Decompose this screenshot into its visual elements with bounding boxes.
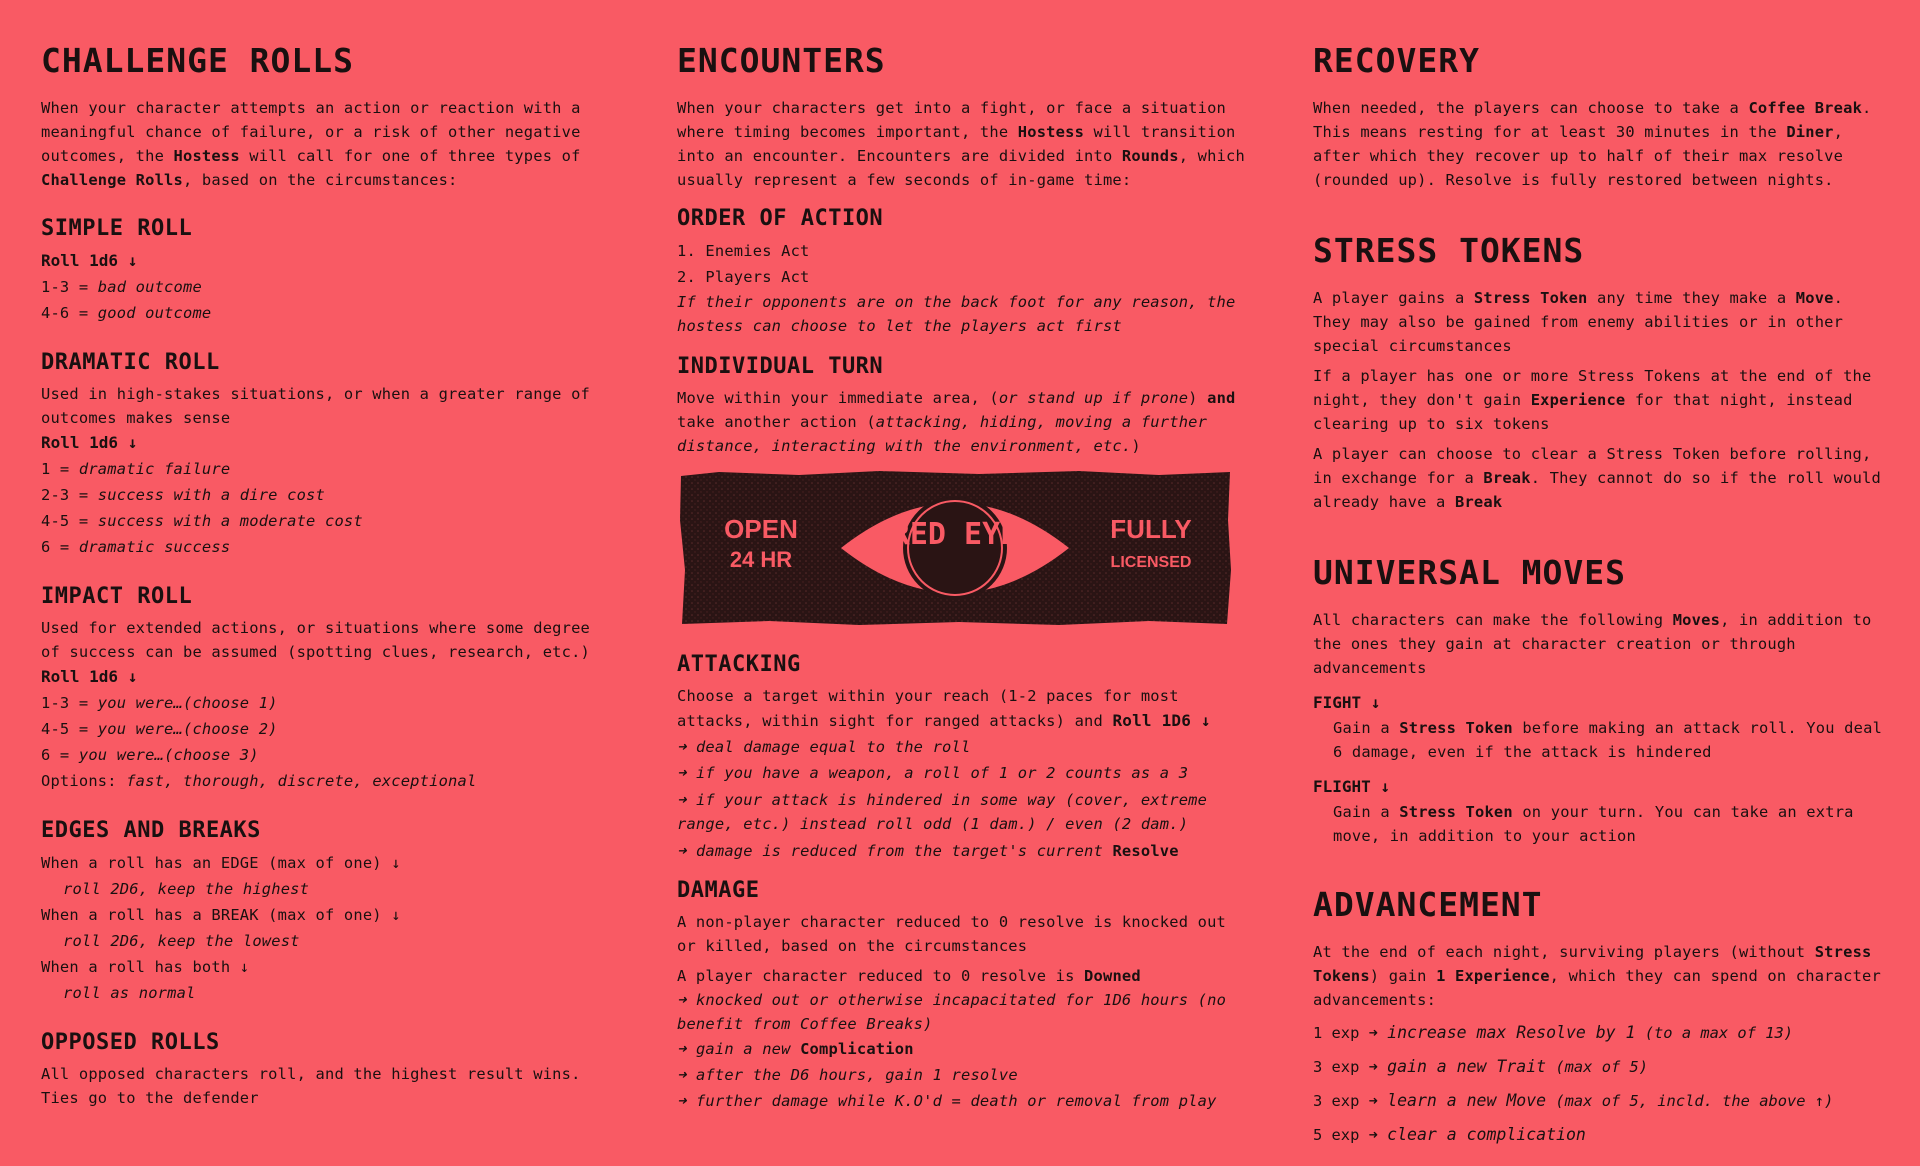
stress-text: If a player has one or more Stress Tokens at the end of the night, they don't gain <box>1313 367 1872 409</box>
stress-token-term: Stress Token <box>1399 803 1513 821</box>
stress-p3 <box>1313 442 1883 514</box>
arrow-icon: ➜ <box>677 738 696 756</box>
challenge-rolls-heading: CHALLENGE ROLLS <box>41 41 355 80</box>
damage-bullet <box>677 1088 1247 1114</box>
edges-breaks-heading: EDGES AND BREAKS <box>41 818 261 843</box>
fight-move-desc <box>1313 716 1883 764</box>
hostess-term: Hostess <box>173 147 240 165</box>
experience-term: 1 Experience <box>1436 967 1550 985</box>
move-term: Move <box>1795 289 1834 307</box>
bullet-text: after the D6 hours, gain 1 resolve <box>695 1066 1018 1084</box>
spacer <box>677 192 1247 204</box>
intro-text: will transition into an encounter. Encounters are divided into <box>677 123 1236 165</box>
spacer <box>677 338 1247 352</box>
turn-text: take another action ( <box>677 413 876 431</box>
fight-text: before making an attack roll. You deal 6 damage, even if the attack is hindered <box>1333 719 1883 761</box>
dramatic-roll-desc: Used in high-stakes situations, or when a greater range of outcomes makes sense <box>41 385 591 427</box>
advancement-option <box>1313 1084 1883 1118</box>
experience-term: Experience <box>1530 391 1626 409</box>
exp-cost: 3 exp ➜ <box>1313 1058 1388 1076</box>
outcome-key: 4-5 = <box>41 720 98 738</box>
damage-heading: DAMAGE <box>677 878 760 903</box>
attacking-desc <box>677 684 1247 734</box>
exp-cost: 5 exp ➜ <box>1313 1126 1388 1144</box>
attacking-bullet <box>677 788 1247 836</box>
spacer <box>41 1006 601 1028</box>
stress-token-term: Stress Token <box>1399 719 1513 737</box>
arrow-icon: ➜ <box>677 1092 696 1110</box>
outcome-row <box>41 534 601 560</box>
intro-text: When your characters get into a fight, or face a situation where timing becomes important, the <box>677 99 1227 141</box>
universal-text: , in addition to the ones they gain at character creation or through advancements <box>1313 611 1872 677</box>
individual-turn-desc <box>677 386 1247 458</box>
break-rule: When a roll has a BREAK (max of one) ↓ <box>41 906 401 924</box>
downed-term: Downed <box>1084 967 1141 985</box>
outcome-value: you were…(choose 1) <box>97 694 278 712</box>
options-value: fast, thorough, discrete, exceptional <box>126 772 477 790</box>
impact-roll-heading: IMPACT ROLL <box>41 584 193 609</box>
attacking-bullet <box>677 734 1247 760</box>
edge-rule-detail: roll 2D6, keep the highest <box>63 880 310 898</box>
outcome-key: 6 = <box>41 746 79 764</box>
outcome-row <box>41 716 601 742</box>
turn-text: ) <box>1188 389 1208 407</box>
outcome-value: dramatic success <box>78 538 231 556</box>
spacer <box>1313 680 1883 690</box>
encounters-section <box>677 40 1247 192</box>
column-left <box>41 40 601 1110</box>
advancement-note: (max of 5) <box>1546 1058 1649 1076</box>
flight-move-desc <box>1313 800 1883 848</box>
spacer <box>1313 192 1883 230</box>
turn-text-italic: or stand up if prone <box>998 389 1189 407</box>
turn-text-bold: and <box>1207 389 1236 407</box>
advancement-section <box>1313 884 1883 1152</box>
bullet-text: further damage while K.O'd = death or removal from play <box>695 1092 1217 1110</box>
bullet-text: knocked out or otherwise incapacitated for 1D6 hours (no benefit from Coffee Breaks) <box>677 991 1227 1033</box>
recovery-text: , after which they recover up to half of their max resolve (rounded up). Resolve is fully restored between nights. <box>1313 123 1844 189</box>
damage-section <box>677 876 1247 1114</box>
challenge-rolls-section <box>41 40 601 192</box>
outcome-key: 6 = <box>41 538 79 556</box>
turn-text: ) <box>1131 437 1141 455</box>
outcome-value: you were…(choose 3) <box>78 746 259 764</box>
turn-text-italic: attacking, hiding, moving a further distance, interacting with the environment, etc. <box>677 413 1208 455</box>
arrow-icon: ➜ <box>677 991 696 1009</box>
resolve-term: Resolve <box>1112 842 1179 860</box>
spacer <box>1313 848 1883 884</box>
damage-bullet <box>677 1062 1247 1088</box>
banner-licensed-text: LICENSED <box>1110 554 1192 571</box>
fight-move-title: FIGHT ↓ <box>1313 693 1381 712</box>
spacer <box>41 192 601 214</box>
damage-npc: A non-player character reduced to 0 resolve is knocked out or killed, based on the circumstances <box>677 913 1227 955</box>
stress-text: A player can choose to clear a Stress Token before rolling, in exchange for a <box>1313 445 1872 487</box>
arrow-icon: ➜ <box>677 791 696 809</box>
outcome-row <box>41 690 601 716</box>
arrow-icon: ➜ <box>677 842 696 860</box>
advancement-option <box>1313 1050 1883 1084</box>
arrow-icon: ➜ <box>677 764 696 782</box>
dramatic-roll-section <box>41 348 601 560</box>
stress-p1 <box>1313 286 1883 358</box>
outcome-key: 4-5 = <box>41 512 98 530</box>
banner-graphic <box>679 470 1232 626</box>
turn-text: Move within your immediate area, ( <box>677 389 999 407</box>
universal-moves-section <box>1313 552 1883 848</box>
both-rule: When a roll has both ↓ <box>41 958 250 976</box>
bullet-text: deal damage equal to the roll <box>695 738 971 756</box>
outcome-row <box>41 508 601 534</box>
roll-instruction: Roll 1D6 ↓ <box>1112 711 1211 730</box>
bullet-text: damage is reduced from the target's current <box>695 842 1113 860</box>
advancement-name: clear a complication <box>1387 1125 1586 1144</box>
attacking-text: Choose a target within your reach (1-2 paces for most attacks, within sight for ranged attacks) and <box>677 687 1179 730</box>
simple-roll-heading: SIMPLE ROLL <box>41 216 193 241</box>
fight-text: Gain a <box>1333 719 1400 737</box>
advancement-name: gain a new Trait <box>1387 1057 1547 1076</box>
outcome-key: 1-3 = <box>41 694 98 712</box>
rounds-term: Rounds <box>1121 147 1179 165</box>
hostess-term: Hostess <box>1017 123 1085 141</box>
flight-text: Gain a <box>1333 803 1400 821</box>
spacer <box>41 560 601 582</box>
outcome-key: 1-3 = <box>41 278 98 296</box>
arrow-icon: ➜ <box>677 1040 696 1058</box>
outcome-value: you were…(choose 2) <box>97 720 278 738</box>
impact-roll-section <box>41 582 601 794</box>
stress-tokens-heading: STRESS TOKENS <box>1313 231 1585 270</box>
attacking-bullet <box>677 838 1247 864</box>
simple-roll-section <box>41 214 601 326</box>
flight-text: on your turn. You can take an extra move, in addition to your action <box>1333 803 1854 845</box>
break-term: Break <box>1483 469 1531 487</box>
break-rule-detail: roll 2D6, keep the lowest <box>63 932 300 950</box>
break-term: Break <box>1455 493 1503 511</box>
spacer <box>1313 514 1883 552</box>
advancement-note: (max of 5, incld. the above ↑) <box>1546 1092 1834 1110</box>
outcome-key: 4-6 = <box>41 304 98 322</box>
order-of-action-section <box>677 204 1247 338</box>
bullet-text: gain a new <box>695 1040 801 1058</box>
both-rule-detail: roll as normal <box>63 984 196 1002</box>
stress-p2 <box>1313 364 1883 436</box>
outcome-value: dramatic failure <box>78 460 231 478</box>
advancement-name: learn a new Move <box>1387 1091 1547 1110</box>
advancement-option <box>1313 1118 1883 1152</box>
stress-token-term: Stress Token <box>1473 289 1588 307</box>
advancement-text: ) gain <box>1369 967 1437 985</box>
column-right <box>1313 40 1883 1152</box>
advancement-intro <box>1313 940 1883 1012</box>
outcome-row <box>41 456 601 482</box>
roll-instruction: Roll 1d6 ↓ <box>41 251 138 270</box>
recovery-text: . This means resting for at least 30 minutes in the <box>1313 99 1872 141</box>
stress-text: for that night, instead clearing up to six tokens <box>1313 391 1853 433</box>
outcome-row <box>41 300 601 326</box>
recovery-heading: RECOVERY <box>1313 41 1480 80</box>
recovery-section <box>1313 40 1883 192</box>
outcome-key: 2-3 = <box>41 486 98 504</box>
universal-text: All characters can make the following <box>1313 611 1673 629</box>
attacking-section <box>677 650 1247 864</box>
edges-breaks-section <box>41 816 601 1006</box>
exp-cost: 3 exp ➜ <box>1313 1092 1388 1110</box>
individual-turn-heading: INDIVIDUAL TURN <box>677 354 884 379</box>
roll-instruction: Roll 1d6 ↓ <box>41 667 138 686</box>
encounters-heading: ENCOUNTERS <box>677 41 886 80</box>
banner-logo-text: RED EYE <box>891 517 1019 552</box>
outcome-row <box>41 274 601 300</box>
bullet-text: if you have a weapon, a roll of 1 or 2 counts as a 3 <box>695 764 1189 782</box>
damage-pc <box>677 964 1247 988</box>
spacer <box>677 864 1247 876</box>
advancement-option <box>1313 1016 1883 1050</box>
dramatic-roll-heading: DRAMATIC ROLL <box>41 350 220 375</box>
bullet-text: if your attack is hindered in some way (cover, extreme range, etc.) instead roll odd (1 dam.) / even (2 dam.) <box>677 791 1208 833</box>
intro-text: will call for one of three types of <box>239 147 581 165</box>
attacking-heading: ATTACKING <box>677 652 801 677</box>
recovery-text: When needed, the players can choose to take a <box>1313 99 1749 117</box>
banner-24hr-text: 24 HR <box>729 547 793 572</box>
order-item: 1. Enemies Act <box>677 242 810 260</box>
order-item: 2. Players Act <box>677 268 810 286</box>
outcome-value: success with a moderate cost <box>97 512 363 530</box>
exp-cost: 1 exp ➜ <box>1313 1024 1388 1042</box>
banner-open-text: OPEN <box>724 514 798 544</box>
order-note: If their opponents are on the back foot for any reason, the hostess can choose to let the players act first <box>677 293 1236 335</box>
damage-bullet <box>677 988 1247 1036</box>
outcome-value: good outcome <box>97 304 212 322</box>
stress-text: . They cannot do so if the roll would already have a <box>1313 469 1881 511</box>
stress-tokens-section <box>1313 230 1883 514</box>
opposed-rolls-desc: All opposed characters roll, and the highest result wins. Ties go to the defender <box>41 1065 581 1107</box>
advancement-name: increase max Resolve by 1 <box>1387 1023 1636 1042</box>
complication-term: Complication <box>800 1040 914 1058</box>
stress-tokens-term: Stress Tokens <box>1313 943 1872 985</box>
roll-instruction: Roll 1d6 ↓ <box>41 433 138 452</box>
edge-rule: When a roll has an EDGE (max of one) ↓ <box>41 854 401 872</box>
stress-text: . They may also be gained from enemy abilities or in other special circumstances <box>1313 289 1844 355</box>
damage-text: A player character reduced to 0 resolve is <box>677 967 1085 985</box>
outcome-value: success with a dire cost <box>97 486 325 504</box>
attacking-bullet <box>677 760 1247 786</box>
outcome-row <box>41 482 601 508</box>
diner-term: Diner <box>1786 123 1834 141</box>
advancement-text: At the end of each night, surviving players (without <box>1313 943 1815 961</box>
banner-fully-text: FULLY <box>1110 514 1192 544</box>
order-of-action-heading: ORDER OF ACTION <box>677 206 884 231</box>
spacer <box>1313 764 1883 774</box>
moves-term: Moves <box>1672 611 1721 629</box>
flight-move-title: FLIGHT ↓ <box>1313 777 1391 796</box>
damage-bullet <box>677 1036 1247 1062</box>
arrow-icon: ➜ <box>677 1066 696 1084</box>
coffee-break-term: Coffee Break <box>1748 99 1863 117</box>
stress-text: A player gains a <box>1313 289 1474 307</box>
intro-text: , based on the circumstances: <box>183 171 458 189</box>
universal-moves-heading: UNIVERSAL MOVES <box>1313 553 1627 592</box>
stress-text: any time they make a <box>1587 289 1796 307</box>
opposed-rolls-heading: OPPOSED ROLLS <box>41 1030 220 1055</box>
opposed-rolls-section <box>41 1028 601 1110</box>
options-row <box>41 768 601 794</box>
diner-banner <box>679 470 1232 626</box>
advancement-heading: ADVANCEMENT <box>1313 885 1543 924</box>
individual-turn-section <box>677 352 1247 458</box>
advancement-note: (to a max of 13) <box>1635 1024 1794 1042</box>
intro-text: When your character attempts an action or reaction with a meaningful chance of failure, or a risk of other negative outcomes, the <box>41 99 581 165</box>
intro-text: , which usually represent a few seconds of in-game time: <box>677 147 1245 189</box>
options-key: Options: <box>41 772 127 790</box>
challenge-rolls-term: Challenge Rolls <box>41 171 183 189</box>
spacer <box>41 794 601 816</box>
encounters-intro <box>677 96 1247 192</box>
spacer <box>41 326 601 348</box>
outcome-key: 1 = <box>41 460 79 478</box>
outcome-row <box>41 742 601 768</box>
universal-moves-intro <box>1313 608 1883 680</box>
recovery-desc <box>1313 96 1883 192</box>
impact-roll-desc: Used for extended actions, or situations where some degree of success can be assumed (spotting clues, research, etc.) <box>41 619 591 661</box>
advancement-text: , which they can spend on character advancements: <box>1313 967 1881 1009</box>
outcome-value: bad outcome <box>97 278 202 296</box>
challenge-rolls-intro <box>41 96 601 192</box>
